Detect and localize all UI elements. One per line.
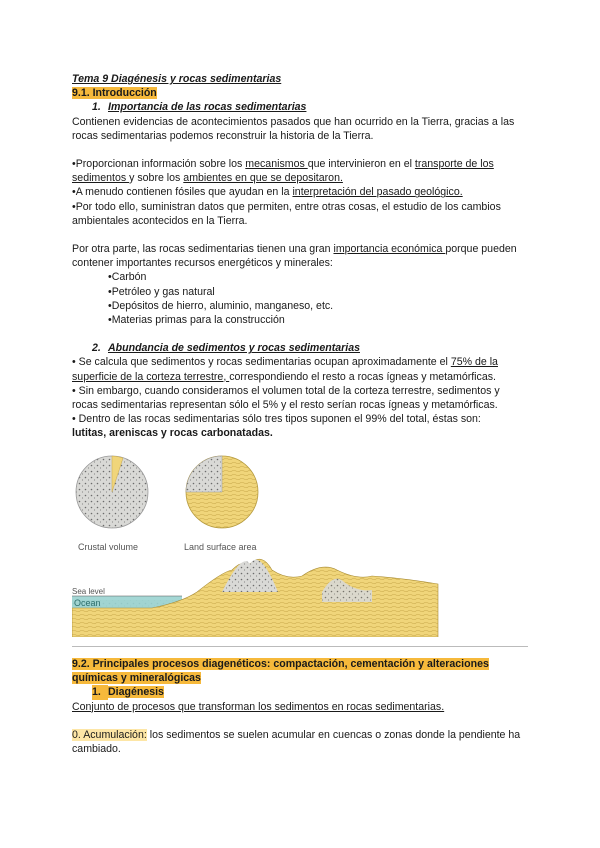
- sediment-figure: [72, 452, 512, 637]
- page-title: Tema 9 Diagénesis y rocas sedimentarias: [72, 73, 282, 85]
- bullet-environmental: •Por todo ello, suministran datos que permiten, entre otras cosas, el estudio de los cambios ambientales acontecidos en la Tierra.: [72, 200, 501, 227]
- land-surface-label: Land surface area: [184, 542, 257, 552]
- bullet-mechanisms: •Proporcionan información sobre los mecanismos que intervinieron en el transporte de los sedimentos y sobre los ambientes en que se depositaron.: [72, 158, 494, 185]
- abundance-bullet-1: • Se calcula que sedimentos y rocas sedimentarias ocupan aproximadamente el 75% de la superficie de la corteza terrestre, correspondiendo el resto a rocas ígneas y metamórficas.: [72, 356, 498, 383]
- subheading-abundance: 2. Abundancia de sedimentos y rocas sedimentarias: [92, 342, 360, 355]
- subheading-diagenesis: 1. Diagénesis: [92, 686, 164, 699]
- section-2: [72, 657, 528, 756]
- crust-illustration: [72, 452, 512, 637]
- abundance-bullet-3: • Dentro de las rocas sedimentarias sólo tres tipos suponen el 99% del total, éstas son:: [72, 413, 481, 426]
- list-item: •Materias primas para la construcción: [108, 314, 285, 327]
- accumulation-paragraph: 0. Acumulación: los sedimentos se suelen acumular en cuencas o zonas donde la pendiente ha cambiado.: [72, 728, 521, 756]
- section-heading-2: 9.2. Principales procesos diagenéticos: compactación, cementación y alteraciones químicas y mineralógicas: [72, 658, 489, 685]
- accumulation-label: 0. Acumulación:: [72, 728, 147, 741]
- economic-paragraph: Por otra parte, las rocas sedimentarias tienen una gran importancia económica porque pueden contener importantes recursos energéticos y minerales:: [72, 243, 517, 270]
- resources-list: [72, 270, 528, 327]
- abundance-rock-types: lutitas, areniscas y rocas carbonatadas.: [72, 427, 273, 440]
- section-1: [72, 72, 528, 441]
- abundance-bullet-2: • Sin embargo, cuando consideramos el volumen total de la corteza terrestre, sedimentos y rocas sedimentarias representan sólo el 5% y el resto serían rocas ígneas y metamórficas.: [72, 384, 500, 412]
- sea-level-label: Sea level: [72, 587, 105, 596]
- list-item: •Depósitos de hierro, aluminio, manganeso, etc.: [108, 299, 334, 312]
- bullet-fossils: •A menudo contienen fósiles que ayudan en la interpretación del pasado geológico.: [72, 186, 463, 199]
- subheading-importance: 1. Importancia de las rocas sedimentarias: [92, 101, 307, 114]
- intro-paragraph: Contienen evidencias de acontecimientos pasados que han ocurrido en la Tierra, gracias a las rocas sedimentarias podemos reconstruir la historia de la Tierra.: [72, 115, 515, 142]
- list-item: •Carbón: [108, 271, 147, 284]
- diagenesis-definition: Conjunto de procesos que transforman los sedimentos en rocas sedimentarias.: [72, 700, 445, 713]
- list-item: •Petróleo y gas natural: [108, 285, 215, 298]
- section-heading-1: 9.1. Introducción: [72, 87, 157, 100]
- ocean-label: Ocean: [74, 598, 101, 608]
- section-divider: [72, 646, 528, 647]
- crustal-volume-label: Crustal volume: [78, 542, 139, 552]
